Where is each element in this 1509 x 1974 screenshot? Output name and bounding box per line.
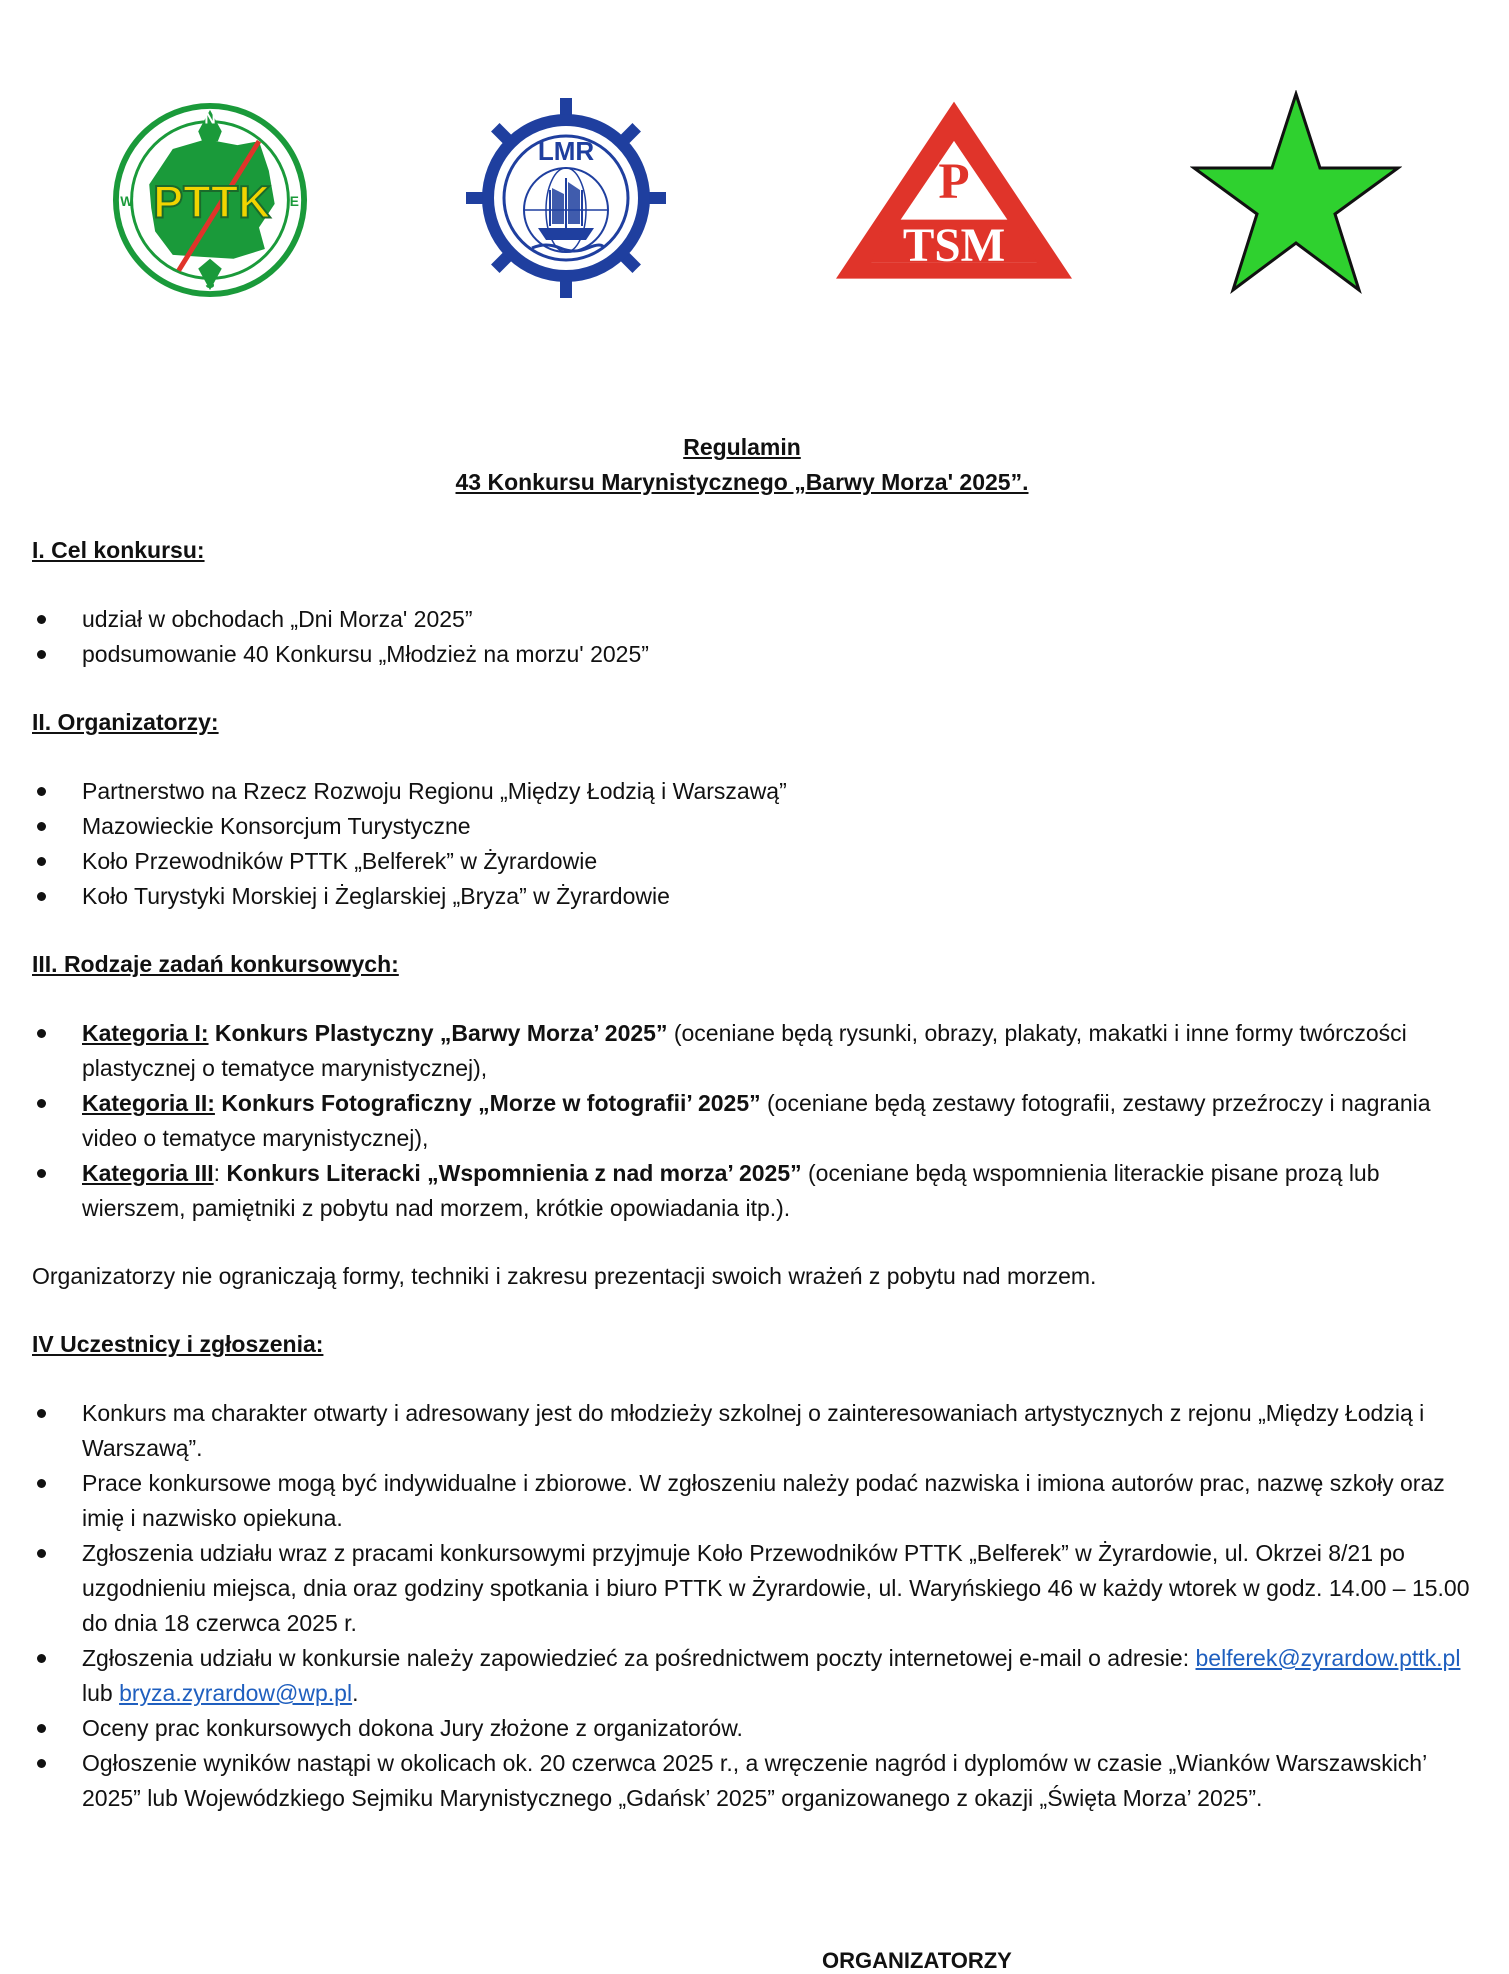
svg-text:W: W	[120, 193, 134, 209]
category-title: Konkurs Fotograficzny „Morze w fotografii’ 2025”	[221, 1090, 761, 1116]
list-item: Oceny prac konkursowych dokona Jury złożone z organizatorów.	[32, 1711, 1472, 1746]
list-item: Prace konkursowe mogą być indywidualne i zbiorowe. W zgłoszeniu należy podać nazwiska i imiona autorów prac, nazwę szkoły oraz imię i nazwisko opiekuna.	[32, 1466, 1472, 1536]
section-4-heading: IV Uczestnicy i zgłoszenia:	[32, 1331, 324, 1357]
section-3-list	[32, 1016, 1472, 1226]
list-item: Mazowieckie Konsorcjum Turystyczne	[32, 809, 1472, 844]
category-item	[32, 1086, 1472, 1156]
category-label: Kategoria II:	[82, 1090, 215, 1116]
green-star-logo	[1190, 90, 1402, 296]
section-1-list	[32, 602, 1472, 672]
lmr-logo	[466, 98, 666, 298]
section-3-heading: III. Rodzaje zadań konkursowych:	[32, 951, 399, 977]
category-description: (oceniane będą zestawy fotografii, zestawy przeźroczy i nagrania video o tematyce marynistycznej),	[82, 1090, 1431, 1151]
category-label: Kategoria III	[82, 1160, 214, 1186]
section-2-heading: II. Organizatorzy:	[32, 709, 219, 735]
section-4-list	[32, 1396, 1472, 1816]
tsm-logo-text: TSM	[902, 219, 1006, 272]
svg-text:S: S	[205, 276, 215, 292]
section-2-list	[32, 774, 1472, 914]
svg-text:E: E	[289, 193, 299, 209]
svg-text:N: N	[204, 110, 216, 128]
category-title: Konkurs Literacki „Wspomnienia z nad morza’ 2025”	[226, 1160, 802, 1186]
category-title: Konkurs Plastyczny „Barwy Morza’ 2025”	[214, 1020, 668, 1046]
section-3-note: Organizatorzy nie ograniczają formy, techniki i zakresu prezentacji swoich wrażeń z pobytu nad morzem.	[32, 1263, 1097, 1289]
tsm-logo-p: P	[938, 152, 970, 210]
pttk-logo-text: PTTK	[153, 176, 271, 228]
regulation-document	[32, 430, 1472, 1816]
list-item: Ogłoszenie wyników nastąpi w okolicach ok. 20 czerwca 2025 r., a wręczenie nagród i dyplomów w czasie „Wianków Warszawskich’ 2025” lub Wojewódzkiego Sejmiku Marynistycznego „Gdańsk’ 2025” organizowanego z okazji „Święta Morza’ 2025”.	[32, 1746, 1472, 1816]
list-item: Koło Turystyki Morskiej i Żeglarskiej „Bryza” w Żyrardowie	[32, 879, 1472, 914]
logo-row	[0, 90, 1509, 310]
signature: ORGANIZATORZY	[822, 1948, 1012, 1973]
list-item: udział w obchodach „Dni Morza' 2025”	[32, 602, 1472, 637]
email-link-bryza[interactable]: bryza.zyrardow@wp.pl	[119, 1680, 353, 1706]
list-item: Zgłoszenia udziału wraz z pracami konkursowymi przyjmuje Koło Przewodników PTTK „Belferek” w Żyrardowie, ul. Okrzei 8/21 po uzgodnieniu miejsca, dnia oraz godziny spotkania i biuro PTTK w Żyrardowie, ul. Waryńskiego 46 w każdy wtorek w godz. 14.00 – 15.00 do dnia 18 czerwca 2025 r.	[32, 1536, 1472, 1641]
list-item: Konkurs ma charakter otwarty i adresowany jest do młodzieży szkolnej o zainteresowaniach artystycznych z rejonu „Między Łodzią i Warszawą”.	[32, 1396, 1472, 1466]
list-item: Partnerstwo na Rzecz Rozwoju Regionu „Między Łodzią i Warszawą”	[32, 774, 1472, 809]
category-label: Kategoria I:	[82, 1020, 209, 1046]
category-item: Kategoria III: Konkurs Literacki „Wspomnienia z nad morza’ 2025” (oceniane będą wspomnienia literackie pisane prozą lub wierszem, pamiętniki z pobytu nad morzem, krótkie opowiadania itp.).	[32, 1156, 1472, 1226]
category-item	[32, 1016, 1472, 1086]
lmr-logo-text: LMR	[537, 136, 595, 166]
list-item: Koło Przewodników PTTK „Belferek” w Żyrardowie	[32, 844, 1472, 879]
category-description: (oceniane będą wspomnienia literackie pisane prozą lub wierszem, pamiętniki z pobytu nad morzem, krótkie opowiadania itp.).	[82, 1160, 1380, 1221]
tsm-logo	[836, 100, 1072, 290]
list-item: podsumowanie 40 Konkursu „Młodzież na morzu' 2025”	[32, 637, 1472, 672]
section-1-heading: I. Cel konkursu:	[32, 537, 205, 563]
category-description: (oceniane będą rysunki, obrazy, plakaty, makatki i inne formy twórczości plastycznej o tematyce marynistycznej),	[82, 1020, 1407, 1081]
document-title	[32, 430, 1452, 500]
title-line-1: Regulamin	[683, 434, 801, 460]
pttk-logo	[112, 102, 308, 298]
email-link-belferek[interactable]: belferek@zyrardow.pttk.pl	[1195, 1645, 1461, 1671]
title-line-2: 43 Konkursu Marynistycznego „Barwy Morza' 2025”.	[455, 469, 1029, 495]
list-item: Zgłoszenia udziału w konkursie należy zapowiedzieć za pośrednictwem poczty internetowej e-mail o adresie: belferek@zyrardow.pttk.pl lub bryza.zyrardow@wp.pl.	[32, 1641, 1472, 1711]
